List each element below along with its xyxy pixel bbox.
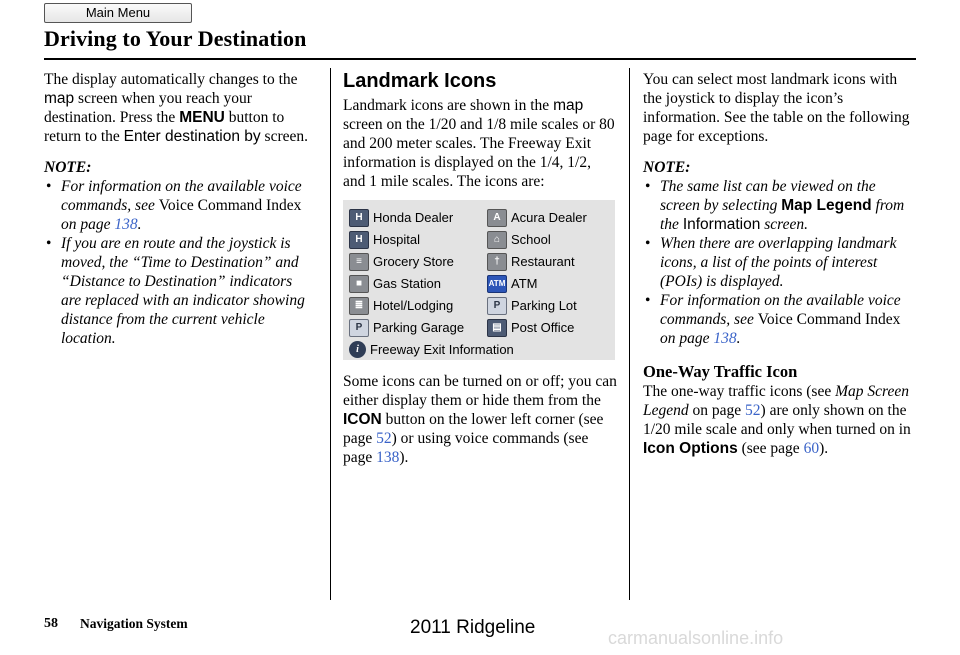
honda-icon: H: [349, 209, 369, 227]
toggle-paragraph: Some icons can be turned on or off; you can either display them or hide them from the ICON button on the lower left corner (see page 52) or using voice commands (see page 138).: [343, 373, 617, 466]
icon-row-post-office: ▤ Post Office: [487, 318, 574, 337]
page-link-60[interactable]: 60: [803, 440, 820, 457]
icon-row-parking-garage: P Parking Garage: [349, 318, 464, 337]
grocery-cart-icon: ≡: [349, 253, 369, 271]
list-item: • For information on the available voice commands, see Voice Command Index on page 138.: [46, 178, 302, 233]
page-link-138[interactable]: 138: [376, 449, 400, 466]
icon-row-gas: ■ Gas Station: [349, 274, 441, 293]
note-label: NOTE:: [643, 159, 691, 176]
icon-row-grocery: ≡ Grocery Store: [349, 252, 454, 271]
acura-icon: A: [487, 209, 507, 227]
section-title: Landmark Icons: [343, 70, 497, 92]
mailbox-icon: ▤: [487, 319, 507, 337]
page-link-138[interactable]: 138: [114, 216, 138, 233]
icon-row-freeway-exit: i Freeway Exit Information: [349, 340, 514, 359]
column-1: [44, 70, 316, 348]
column-divider-2: [629, 68, 630, 600]
gas-pump-icon: ■: [349, 275, 369, 293]
site-watermark: carmanualsonline.info: [608, 628, 784, 648]
page-link-52[interactable]: 52: [376, 430, 392, 447]
column-3: [643, 70, 919, 458]
list-item: • If you are en route and the joystick is moved, the “Time to Destination” and “Distance to Destination” indicators are replaced with an indicator showing distance from the current vehicle location.: [46, 235, 305, 347]
page-title: Driving to Your Destination: [44, 26, 307, 51]
icon-row-honda: H Honda Dealer: [349, 208, 453, 227]
parking-lot-icon: P: [487, 297, 507, 315]
icon-row-parking-lot: P Parking Lot: [487, 296, 577, 315]
hospital-icon: H: [349, 231, 369, 249]
subsection-title: One-Way Traffic Icon: [643, 362, 798, 381]
icon-row-restaurant: † Restaurant: [487, 252, 575, 271]
select-paragraph: You can select most landmark icons with the joystick to display the icon’s information. See the table on the following page for exceptions.: [643, 71, 910, 145]
page-number: 58: [44, 616, 58, 631]
title-divider: [44, 58, 916, 60]
icon-row-atm: ATM ATM: [488, 276, 538, 291]
column-divider-1: [330, 68, 331, 600]
icon-row-hotel: ≣ Hotel/Lodging: [349, 296, 453, 315]
page-link-52[interactable]: 52: [745, 402, 761, 419]
restaurant-icon: †: [487, 253, 507, 271]
main-menu-button[interactable]: Main Menu: [44, 3, 192, 23]
landmark-icon-table: [343, 200, 615, 360]
info-icon: i: [349, 341, 366, 358]
one-way-paragraph: The one-way traffic icons (see Map Screen Legend on page 52) are only shown on the 1/20 mile scale and only when turned on in Icon Options (see page 60).: [643, 383, 911, 457]
icon-row-acura: A Acura Dealer: [487, 208, 587, 227]
list-item: • When there are overlapping landmark icons, a list of the points of interest (POIs) is displayed.: [645, 235, 897, 290]
icon-row-school: ⌂ School: [487, 230, 551, 249]
page-link-138[interactable]: 138: [713, 330, 737, 347]
footer-section: Navigation System: [80, 616, 188, 631]
parking-garage-icon: P: [349, 319, 369, 337]
note-list: [643, 177, 919, 348]
note-list: [44, 177, 316, 348]
landmark-paragraph: Landmark icons are shown in the map screen on the 1/20 and 1/8 mile scales or 80 and 200 meter scales. The Freeway Exit information is displayed on the 1/4, 1/2, and 1 mile scales. The icons are:: [343, 97, 615, 190]
arrival-paragraph: The display automatically changes to the map screen when you reach your destination. Press the MENU button to return to the Enter destination by screen.: [44, 71, 308, 145]
bed-icon: ≣: [349, 297, 369, 315]
atm-icon: ATM: [487, 275, 507, 293]
list-item: • The same list can be viewed on the screen by selecting Map Legend from the Information screen.: [645, 178, 905, 233]
model-watermark: 2011 Ridgeline: [410, 617, 536, 638]
column-2: [343, 70, 617, 467]
note-label: NOTE:: [44, 159, 92, 176]
school-icon: ⌂: [487, 231, 507, 249]
icon-row-hospital: H Hospital: [349, 230, 420, 249]
list-item: • For information on the available voice commands, see Voice Command Index on page 138.: [645, 292, 901, 347]
